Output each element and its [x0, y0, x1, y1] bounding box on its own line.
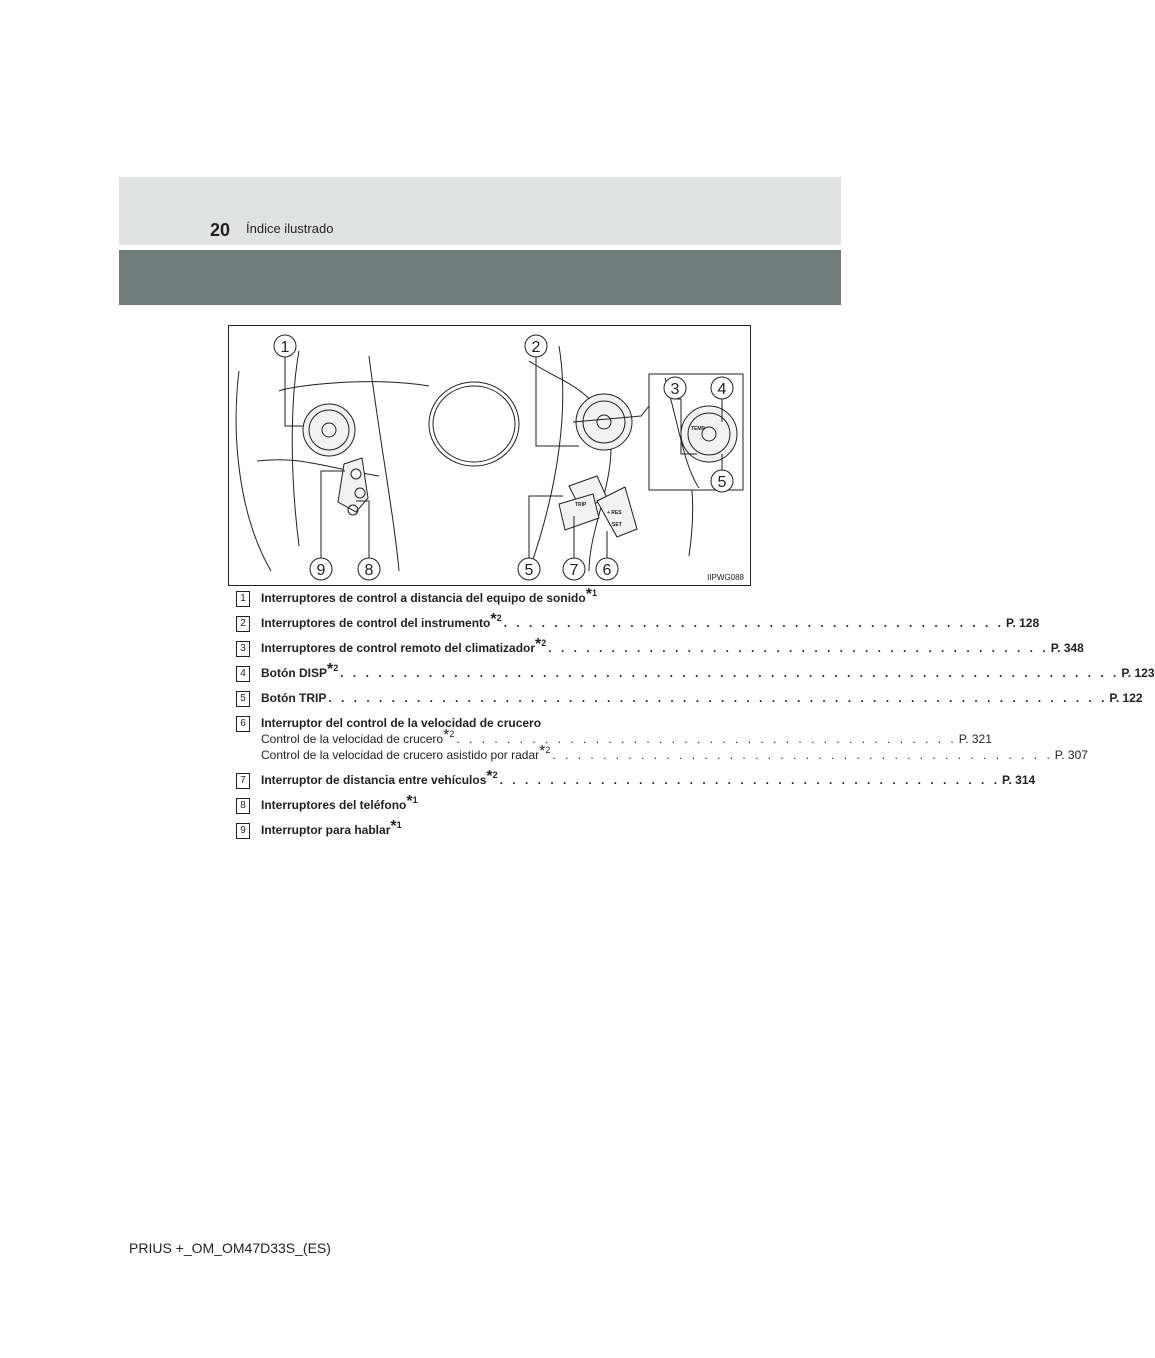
- item-text: Interruptor del control de la velocidad de crucero: [261, 716, 542, 730]
- item-text: Interruptores de control remoto del climatizador: [261, 641, 536, 655]
- item-number: 4: [236, 666, 250, 682]
- item-text: Botón TRIP: [261, 691, 327, 705]
- callout-5-inset-label: 5: [717, 474, 727, 491]
- list-item: 9 Interruptor para hablar$^{*1}$: [236, 822, 722, 838]
- steering-wheel-figure: [228, 325, 751, 586]
- item-number: 5: [236, 691, 250, 707]
- callout-8-label: 8: [364, 562, 374, 579]
- item-number: 9: [236, 823, 250, 839]
- item-text: Botón DISP: [261, 666, 327, 680]
- item-text: Interruptores de control a distancia del equipo de sonido: [261, 591, 586, 605]
- page-header: [119, 177, 841, 245]
- section-title: Índice ilustrado: [246, 221, 334, 236]
- item-text: Interruptor de distancia entre vehículos: [261, 773, 487, 787]
- list-item: 7 Interruptor de distancia entre vehículos$^{*2}$ . . . . . . . . . . . . . . . . . . . . . . . . . . . . . . . . . . . . . . . . P. 314: [236, 772, 722, 788]
- list-item: 3 Interruptores de control remoto del climatizador$^{*2}$ . . . . . . . . . . . . . . . . . . . . . . . . . . . . . . . . . . . . . . . . P. 348: [236, 640, 722, 656]
- page-ref: P. 348: [1050, 641, 1084, 655]
- callout-1-label: 1: [280, 339, 290, 356]
- res-label: + RES: [607, 510, 622, 516]
- item-text: Interruptores del teléfono: [261, 798, 407, 812]
- item-text: Interruptores de control del instrumento: [261, 616, 491, 630]
- page-ref: P. 307: [1054, 748, 1088, 762]
- callout-5b-label: 5: [524, 562, 534, 579]
- page-ref: P. 123: [1121, 666, 1155, 680]
- trip-label: TRIP: [575, 502, 587, 508]
- footer-model-code: PRIUS +_OM_OM47D33S_(ES): [129, 1240, 331, 1256]
- page-ref: P. 314: [1002, 773, 1036, 787]
- callout-9-label: 9: [316, 562, 326, 579]
- callout-2-label: 2: [531, 339, 541, 356]
- callout-6-label: 6: [602, 562, 612, 579]
- header-bar: [119, 250, 841, 305]
- page-ref: P. 128: [1006, 616, 1040, 630]
- page-ref: P. 321: [958, 732, 992, 746]
- list-item: 5 Botón TRIP . . . . . . . . . . . . . . . . . . . . . . . . . . . . . . . . . . . . . . . . . . . . . . . . . . . . . . . . . . . . . . P. 122: [236, 690, 722, 706]
- page-ref: P. 122: [1109, 691, 1143, 705]
- list-item: 4 Botón DISP$^{*2}$ . . . . . . . . . . . . . . . . . . . . . . . . . . . . . . . . . . . . . . . . . . . . . . . . . . . . . . . . . . . . . . P. 123: [236, 665, 722, 681]
- steering-wheel-illustration: [229, 326, 750, 585]
- figure-code: IIPWG088: [707, 573, 744, 582]
- list-item: 1 Interruptores de control a distancia del equipo de sonido$^{*1}$: [236, 590, 722, 606]
- item-number: 1: [236, 591, 250, 607]
- subitem-text: Control de la velocidad de crucero: [261, 732, 444, 746]
- item-number: 6: [236, 716, 250, 732]
- callout-4-label: 4: [717, 381, 727, 398]
- item-number: 8: [236, 798, 250, 814]
- page-number: 20: [209, 220, 230, 240]
- item-number: 7: [236, 773, 250, 789]
- item-list: [236, 586, 1155, 847]
- subitem-text: Control de la velocidad de crucero asistido por radar: [261, 748, 540, 762]
- item-number: 3: [236, 641, 250, 657]
- list-item: 8 Interruptores del teléfono$^{*1}$: [236, 797, 722, 813]
- set-label: - SET: [609, 522, 622, 528]
- temp-label: TEMP: [691, 426, 705, 432]
- item-number: 2: [236, 616, 250, 632]
- list-item: 6 Interruptor del control de la velocidad de crucero Control de la velocidad de crucero$^{*2}$ . . . . . . . . . . . . . . . . . . . . . . . . . . . . . . . . . . . . . . . . P. 321 Control de la velocidad de crucero asistido por radar$^{*2}$ . . . . . . . . . . . . . . . . . . . . . . . . . . . . . . . . . . . . . . . . P. 307: [236, 715, 722, 763]
- callout-7-label: 7: [569, 562, 579, 579]
- item-text: Interruptor para hablar: [261, 823, 391, 837]
- list-item: 2 Interruptores de control del instrumento$^{*2}$ . . . . . . . . . . . . . . . . . . . . . . . . . . . . . . . . . . . . . . . . P. 128: [236, 615, 722, 631]
- callout-3-label: 3: [670, 381, 680, 398]
